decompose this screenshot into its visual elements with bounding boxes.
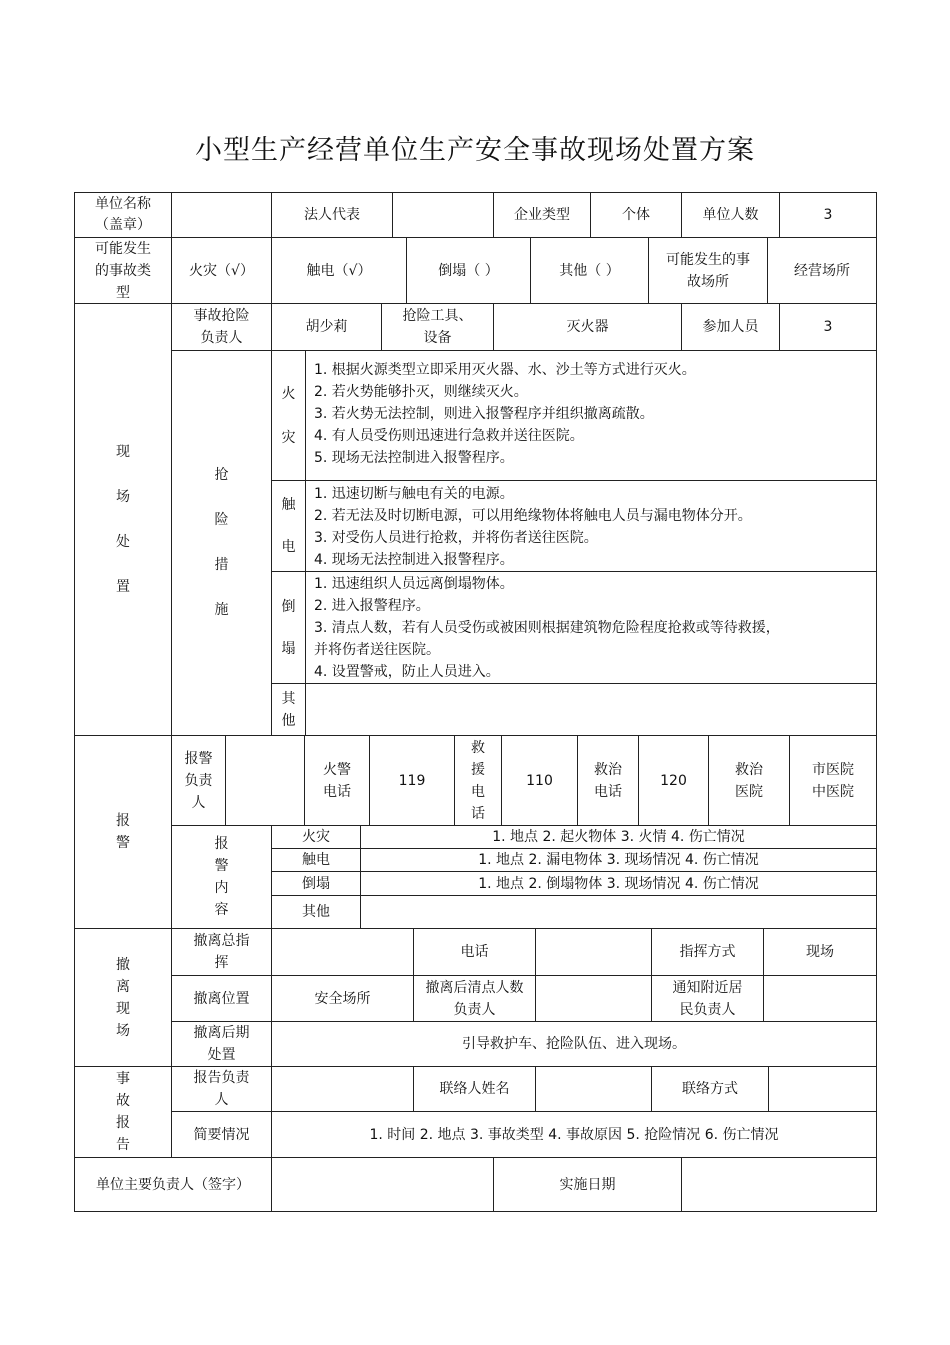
measure-other-field[interactable] [305, 683, 877, 736]
rescue-phone-label: 救援电话 [454, 735, 502, 826]
alarm-type-other: 其他 [271, 895, 361, 929]
unit-name-field[interactable] [171, 192, 272, 238]
measure-electric-label: 触电 [271, 480, 306, 572]
notify-residents-label: 通知附近居民负责人 [651, 975, 764, 1022]
contact-method-field[interactable] [768, 1066, 877, 1112]
contact-name-field[interactable] [535, 1066, 652, 1112]
alarm-detail-collapse: 1. 地点 2. 倒塌物体 3. 现场情况 4. 伤亡情况 [360, 871, 877, 896]
contact-name-label: 联络人姓名 [413, 1066, 536, 1112]
hospital-label: 救治医院 [708, 735, 790, 826]
page-title: 小型生产经营单位生产安全事故现场处置方案 [195, 135, 755, 166]
contact-method-label: 联络方式 [651, 1066, 769, 1112]
measure-collapse-steps [305, 571, 877, 684]
accident-place-label: 可能发生的事故场所 [648, 237, 768, 304]
accident-type-electric[interactable]: 触电（√） [271, 237, 407, 304]
fire-phone-value: 119 [369, 735, 455, 826]
measure-collapse-label: 倒塌 [271, 571, 306, 684]
list-item: 2. 若无法及时切断电源，可以用绝缘物体将触电人员与漏电物体分开。 [314, 508, 752, 524]
legal-rep-field[interactable] [392, 192, 494, 238]
date-label: 实施日期 [493, 1157, 682, 1212]
accident-type-fire[interactable]: 火灾（√） [171, 237, 272, 304]
measures-label: 抢险措施 [171, 350, 272, 736]
hospital-item: 中医院 [812, 783, 854, 800]
accident-place-field[interactable]: 经营场所 [767, 237, 877, 304]
alarm-type-electric: 触电 [271, 848, 361, 872]
evacuation-section-label: 撤离现场 [74, 928, 172, 1067]
notify-residents-field[interactable] [763, 975, 877, 1022]
hospital-item: 市医院 [812, 761, 854, 778]
hospital-list [789, 735, 877, 826]
alarm-section-label: 报警 [74, 735, 172, 929]
alarm-type-collapse: 倒塌 [271, 871, 361, 896]
list-item: 2. 若火势能够扑灭，则继续灭火。 [314, 384, 528, 400]
alarm-detail-other[interactable] [360, 895, 877, 929]
measure-fire-steps [305, 350, 877, 481]
headcount-leader-label: 撤离后清点人数负责人 [413, 975, 536, 1022]
onsite-leader-label: 事故抢险负责人 [171, 303, 272, 351]
report-section-label: 事故报告 [74, 1066, 172, 1158]
measure-other-label: 其他 [271, 683, 306, 736]
unit-name-label: 单位名称（盖章） [74, 192, 172, 238]
command-mode-label: 指挥方式 [651, 928, 764, 976]
legal-rep-label: 法人代表 [271, 192, 393, 238]
list-item: 3. 清点人数，若有人员受伤或被困则根据建筑物危险程度抢救或等待救援， [314, 620, 780, 636]
evac-commander-label: 撤离总指挥 [171, 928, 272, 976]
evac-location-field[interactable]: 安全场所 [271, 975, 414, 1022]
report-leader-field[interactable] [271, 1066, 414, 1112]
medical-phone-value: 120 [638, 735, 709, 826]
signer-label: 单位主要负责人（签字） [74, 1157, 272, 1212]
headcount-label: 单位人数 [681, 192, 780, 238]
list-item: 1. 迅速切断与触电有关的电源。 [314, 486, 514, 502]
participants-field[interactable]: 3 [779, 303, 877, 351]
onsite-section-label: 现场处置 [74, 303, 172, 736]
accident-type-label: 可能发生的事故类型 [74, 237, 172, 304]
signer-field[interactable] [271, 1157, 494, 1212]
list-item: 4. 现场无法控制进入报警程序。 [314, 552, 514, 568]
summary-label: 简要情况 [171, 1111, 272, 1158]
alarm-detail-electric: 1. 地点 2. 漏电物体 3. 现场情况 4. 伤亡情况 [360, 848, 877, 872]
date-field[interactable] [681, 1157, 877, 1212]
report-leader-label: 报告负责人 [171, 1066, 272, 1112]
fire-phone-label: 火警电话 [304, 735, 370, 826]
headcount-field[interactable]: 3 [779, 192, 877, 238]
list-item: 3. 若火势无法控制，则进入报警程序并组织撤离疏散。 [314, 406, 654, 422]
medical-phone-label: 救治电话 [577, 735, 639, 826]
summary-field[interactable]: 1. 时间 2. 地点 3. 事故类型 4. 事故原因 5. 抢险情况 6. 伤亡情况 [271, 1111, 877, 1158]
enterprise-type-label: 企业类型 [493, 192, 591, 238]
accident-type-other[interactable]: 其他（ ） [530, 237, 649, 304]
measure-electric-steps [305, 480, 877, 572]
accident-type-collapse[interactable]: 倒塌（ ） [406, 237, 531, 304]
participants-label: 参加人员 [681, 303, 780, 351]
measure-fire-label: 火灾 [271, 350, 306, 481]
evac-commander-field[interactable] [271, 928, 414, 976]
list-item: 2. 进入报警程序。 [314, 598, 430, 614]
list-item: 4. 有人员受伤则迅速进行急救并送往医院。 [314, 428, 584, 444]
headcount-leader-field[interactable] [535, 975, 652, 1022]
evac-phone-label: 电话 [413, 928, 536, 976]
alarm-type-fire: 火灾 [271, 825, 361, 849]
list-item: 并将伤者送往医院。 [314, 642, 440, 658]
list-item: 1. 根据火源类型立即采用灭火器、水、沙土等方式进行灭火。 [314, 362, 696, 378]
list-item: 5. 现场无法控制进入报警程序。 [314, 450, 514, 466]
after-evac-label: 撤离后期处置 [171, 1021, 272, 1067]
list-item: 4. 设置警戒，防止人员进入。 [314, 664, 500, 680]
alarm-leader-field[interactable] [225, 735, 305, 826]
alarm-content-label: 报警内容 [171, 825, 272, 929]
command-mode-field[interactable]: 现场 [763, 928, 877, 976]
list-item: 1. 迅速组织人员远离倒塌物体。 [314, 576, 514, 592]
alarm-detail-fire: 1. 地点 2. 起火物体 3. 火情 4. 伤亡情况 [360, 825, 877, 849]
evac-phone-field[interactable] [535, 928, 652, 976]
list-item: 3. 对受伤人员进行抢救，并将伤者送往医院。 [314, 530, 598, 546]
after-evac-field[interactable]: 引导救护车、抢险队伍、进入现场。 [271, 1021, 877, 1067]
onsite-leader-field[interactable]: 胡少莉 [271, 303, 382, 351]
tools-label: 抢险工具、设备 [381, 303, 494, 351]
rescue-phone-value: 110 [501, 735, 578, 826]
tools-field[interactable]: 灭火器 [493, 303, 682, 351]
enterprise-type-field[interactable]: 个体 [590, 192, 682, 238]
evac-location-label: 撤离位置 [171, 975, 272, 1022]
alarm-leader-label: 报警负责人 [171, 735, 226, 826]
